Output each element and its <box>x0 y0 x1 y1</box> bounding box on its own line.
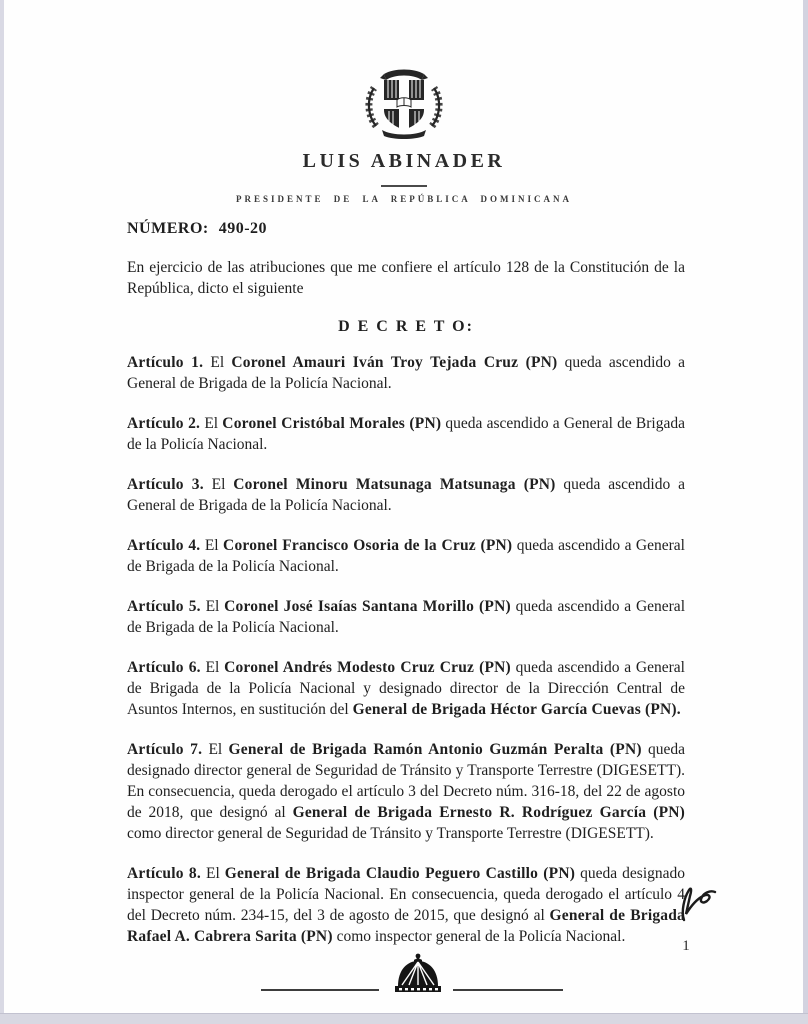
decree-intro-paragraph: En ejercicio de las atribuciones que me confiere el artículo 128 de la Constitución de la República, dicto el siguiente <box>127 259 685 297</box>
signature-initials-mark <box>676 882 720 931</box>
article-articulo-4: Artículo 4. El Coronel Francisco Osoria de la Cruz (PN) queda ascendido a General de Brigada de la Policía Nacional. <box>127 537 685 575</box>
decree-number-value: 490-20 <box>218 220 268 237</box>
president-title: PRESIDENTE DE LA REPÚBLICA DOMINICANA <box>235 194 573 204</box>
footer-rule-right <box>453 989 563 991</box>
decree-number-line <box>127 220 685 238</box>
president-name: LUIS ABINADER <box>302 150 506 172</box>
decree-number-label: NÚMERO: <box>127 220 209 237</box>
footer-ornament <box>0 952 808 999</box>
page-number: 1 <box>682 938 690 954</box>
decree-heading: D E C R E T O: <box>338 318 474 335</box>
name-underline-rule <box>381 185 427 187</box>
article-articulo-2: Artículo 2. El Coronel Cristóbal Morales (PN) queda ascendido a General de Brigada de la Policía Nacional. <box>127 415 685 453</box>
article-articulo-3: Artículo 3. El Coronel Minoru Matsunaga Matsunaga (PN) queda ascendido a General de Brigada de la Policía Nacional. <box>127 476 685 514</box>
article-articulo-8: Artículo 8. El General de Brigada Claudio Peguero Castillo (PN) queda designado inspector general de la Policía Nacional. En consecuencia, queda derogado el artículo 4 del Decreto núm. 234-15, del 3 de agosto de 2015, que designó al General de Brigada Rafael A. Cabrera Sarita (PN) como inspector general de la Policía Nacional. <box>127 865 685 945</box>
footer-rule-left <box>261 989 379 991</box>
palace-dome-icon <box>392 952 444 999</box>
coat-of-arms-icon <box>0 64 808 150</box>
scan-edge-bottom <box>0 1013 808 1024</box>
article-articulo-6: Artículo 6. El Coronel Andrés Modesto Cruz Cruz (PN) queda ascendido a General de Brigada de la Policía Nacional y designado director de la Dirección Central de Asuntos Internos, en sustitución del General de Brigada Héctor García Cuevas (PN). <box>127 659 685 718</box>
article-articulo-7: Artículo 7. El General de Brigada Ramón Antonio Guzmán Peralta (PN) queda designado director general de Seguridad de Tránsito y Transporte Terrestre (DIGESETT). En consecuencia, queda derogado el artículo 3 del Decreto núm. 316-18, del 22 de agosto de 2018, que designó al General de Brigada Ernesto R. Rodríguez García (PN) como director general de Seguridad de Tránsito y Transporte Terrestre (DIGESETT). <box>127 741 686 842</box>
articles <box>127 352 685 947</box>
article-articulo-1: Artículo 1. El Coronel Amauri Iván Troy Tejada Cruz (PN) queda ascendido a General de Brigada de la Policía Nacional. <box>127 354 685 392</box>
article-articulo-5: Artículo 5. El Coronel José Isaías Santana Morillo (PN) queda ascendido a General de Brigada de la Policía Nacional. <box>127 598 685 636</box>
document-body <box>127 220 685 966</box>
